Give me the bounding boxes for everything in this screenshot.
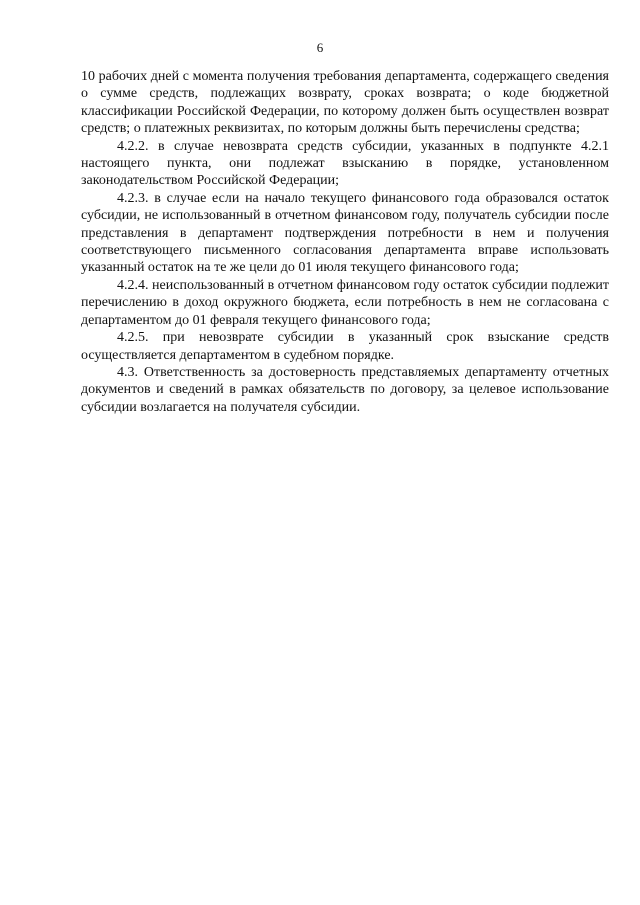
paragraph-4-2-4: 4.2.4. неиспользованный в отчетном финансовом году остаток субсидии подлежит перечислению в доход окружного бюджета, если потребность в нем не согласована с департаментом до 01 февраля текущего финансового года; xyxy=(81,277,609,328)
paragraph-4-2-3: 4.2.3. в случае если на начало текущего финансового года образовался остаток субсидии, не использованный в отчетном финансовом году, получатель субсидии после представления в департамент подтверждения потребности в нем и получения соответствующего письменного согласования департамента вправе использовать указанный остаток на те же цели до 01 июля текущего финансового года; xyxy=(81,190,609,276)
document-body xyxy=(81,68,609,416)
page-number: 6 xyxy=(316,40,324,55)
paragraph-4-2-5: 4.2.5. при невозврате субсидии в указанный срок взыскание средств осуществляется департаментом в судебном порядке. xyxy=(81,330,609,363)
paragraph-4-3: 4.3. Ответственность за достоверность представляемых департаменту отчетных документов и сведений в рамках обязательств по договору, за целевое использование субсидии возлагается на получателя субсидии. xyxy=(81,364,609,415)
paragraph-4-2-2: 4.2.2. в случае невозврата средств субсидии, указанных в подпункте 4.2.1 настоящего пункта, они подлежат взысканию в порядке, установленном законодательством Российской Федерации; xyxy=(81,138,609,189)
paragraph-continuation: 10 рабочих дней с момента получения требования департамента, содержащего сведения о сумме средств, подлежащих возврату, сроках возврата; о коде бюджетной классификации Российской Федерации, по которому должен быть осуществлен возврат средств; о платежных реквизитах, по которым должны быть перечислены средства; xyxy=(81,69,609,137)
